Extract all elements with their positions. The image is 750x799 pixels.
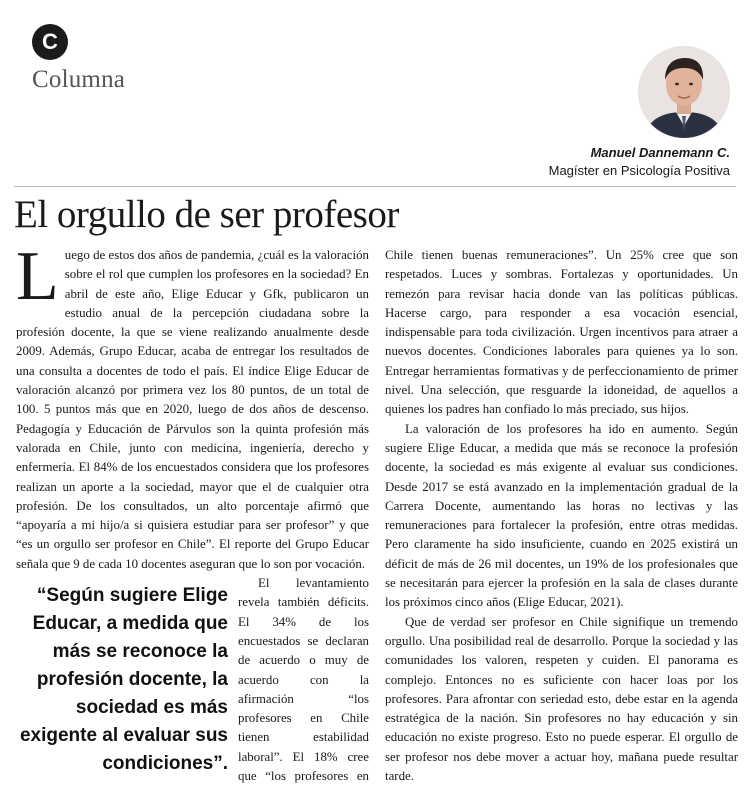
- article-paragraph: El levantamiento revela también déficits. El 34% de los encuestados se declaran de acuerdo o muy de acuerdo con la afirmación “los profesores en Chile tienen estabilidad laboral”. El 18% cree que “los profesores en Chile tienen buenas remuneraciones”. Un 25% cree que son respetados. Luces y sombras. Fortalezas y oportunidades. Un remezón para revisar hacia donde van las políticas públicas. Hacerse cargo, para responder a esa vocación esencial, indispensable para toda civilización. Urgen incentivos para atraer a nuevos docentes. Condiciones laborales para quienes ya lo son. Entregar herramientas formativas y de perfeccionamiento de primer nivel. Una selección, que resguarde la idoneidad, de aquellos a quienes los padres han confiado lo más preciado, sus hijos.: [238, 248, 738, 784]
- author-role: Magíster en Psicología Positiva: [548, 163, 730, 178]
- article-paragraph: Que de verdad ser profesor en Chile signifique un tremendo orgullo. Una posibilidad real de desarrollo. Porque la sociedad y las comunidades los valoren, respeten y cuiden. El panorama es complejo. Entonces no es suficiente con hacer loas por los profesores. Para afrontar con seriedad esto, debe estar en la agenda estratégica de la nación. Sin profesores no hay educación y sin educación no existe progreso. Esto no puede esperar. El orgullo de ser profesor nos debe mover a actuar hoy, mañana puede resultar tarde.: [385, 614, 738, 784]
- section-label: Columna: [32, 66, 126, 93]
- article-body: [16, 238, 738, 796]
- author-photo: [638, 46, 730, 138]
- author-portrait-icon: [638, 46, 730, 138]
- article-title: El orgullo de ser profesor: [14, 193, 399, 236]
- paragraph-1-text: uego de estos dos años de pandemia, ¿cuál es la valoración sobre el rol que cumplen los profesores en la sociedad? En abril de este año, Elige Educar y Gfk, publicaron un estudio anual de la percepción ciudadana sobre la profesión docente, la que se viene realizando anualmente desde 2009. Además, Grupo Educar, acaba de entregar los resultados de una consulta a docentes de todo el país. El índice Elige Educar de valoración alcanzó por primera vez los 80 puntos, de un total de 100. 5 puntos más que en 2020, luego de dos años de descenso. Pedagogía y Educación de Párvulos son la quinta profesión más valorada en Chile, junto con medicina, ingeniería, derecho y enfermería. El 84% de los encuestados considera que los profesores realizan un aporte a la sociedad, mayor que el de cualquier otra profesión. De los consultados, un alto porcentaje afirmó que “apoyaría a mi hijo/a si quisiera estudiar para ser profesor” y que “es un orgullo ser profesor en Chile”. El reporte del Grupo Educar señala que 9 de cada 10 docentes aseguran que lo son por vocación.: [16, 248, 369, 571]
- header-divider: [14, 186, 736, 187]
- author-byline: [549, 144, 730, 180]
- pull-quote: “Según sugiere Elige Educar, a medida que más se reconoce la profesión docente, la sociedad es más exigente al evaluar sus condiciones”.: [19, 585, 228, 775]
- column-badge: C: [32, 24, 68, 60]
- article-paragraph: [16, 238, 369, 574]
- article-paragraph: La valoración de los profesores ha ido en aumento. Según sugiere Elige Educar, a medida que más se reconoce la profesión docente, la sociedad es más exigente al evaluar sus condiciones. Desde 2017 se está avanzado en la implementación gradual de la Carrera Docente, aumentando las horas no lectivas y las remuneraciones para fortalecer la profesión, entre otras medidas. Pero claramente ha sido insuficiente, cuando en 2025 existirá un déficit de más de 26 mil docentes, un 19% de los profesionales que se necesitarán para ejercer la profesión en la sala de clases durante los próximos cinco años (Elige Educar, 2021).: [385, 421, 738, 610]
- author-name: Manuel Dannemann C.: [590, 145, 730, 160]
- dropcap: L: [16, 238, 59, 315]
